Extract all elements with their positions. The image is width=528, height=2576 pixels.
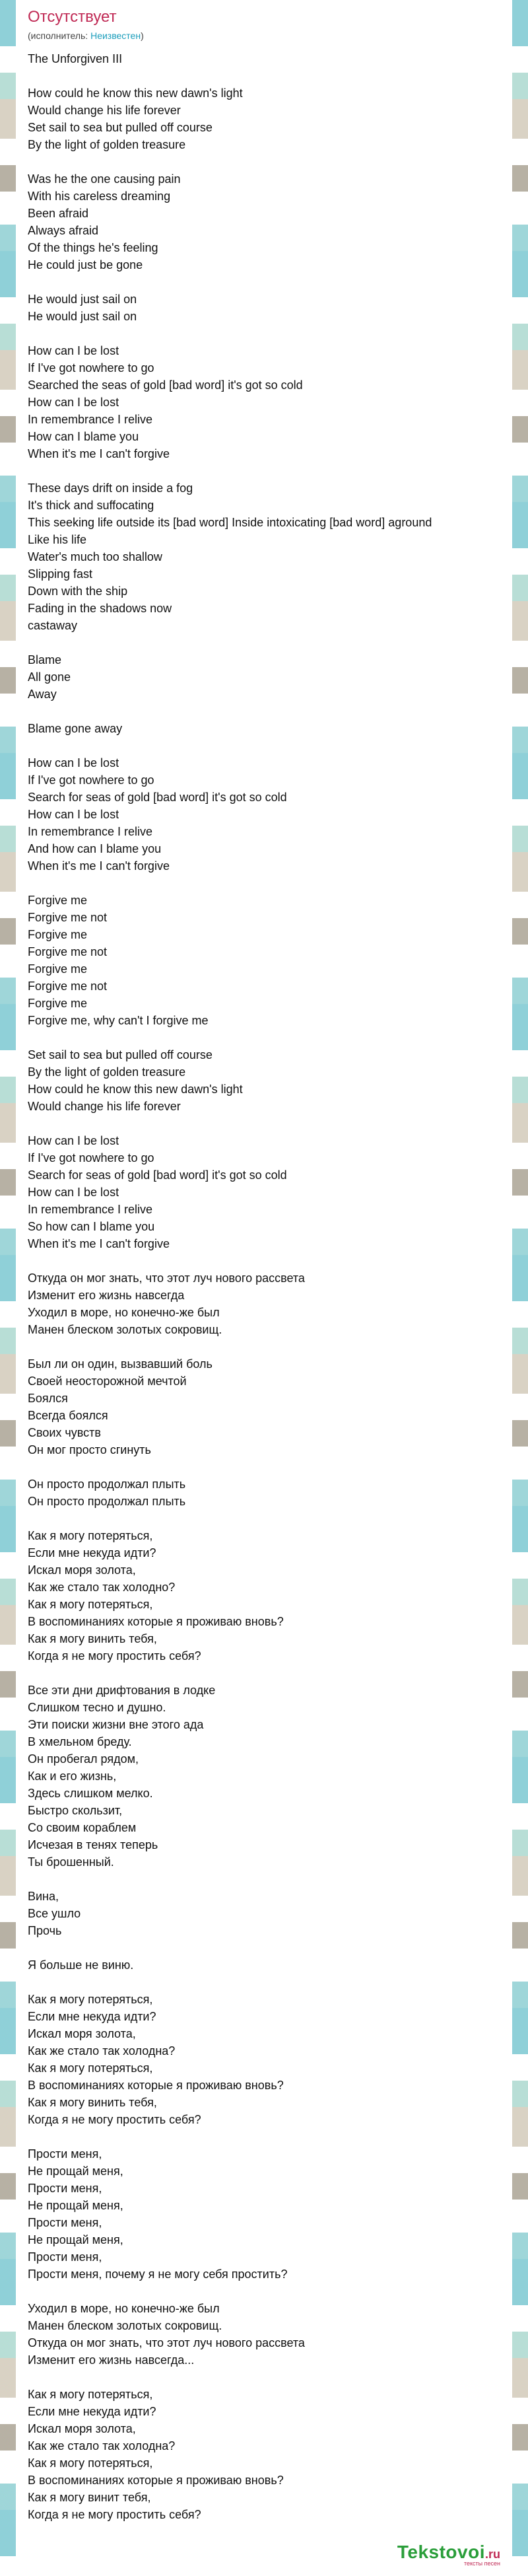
lyric-line: Прочь xyxy=(28,1924,62,1937)
lyric-line: Set sail to sea but pulled off course xyxy=(28,121,213,134)
lyric-line: Если мне некуда идти? xyxy=(28,2405,156,2418)
lyric-line: Forgive me xyxy=(28,894,88,907)
lyric-line: When it's me I can't forgive xyxy=(28,859,170,873)
lyric-line: Search for seas of gold [bad word] it's got so cold xyxy=(28,1168,287,1182)
lyric-line: Был ли он один, вызвавший боль xyxy=(28,1357,213,1371)
lyric-line: Как я могу потеряться, xyxy=(28,1993,153,2006)
lyric-line: В воспоминаниях которые я проживаю вновь? xyxy=(28,2474,284,2487)
lyric-line: Не прощай меня, xyxy=(28,2233,123,2246)
lyric-line: Forgive me not xyxy=(28,945,108,958)
lyric-line: Боялся xyxy=(28,1392,68,1405)
stanza-break xyxy=(28,1974,500,1991)
stanza-break xyxy=(28,2128,500,2145)
lyric-line: Я больше не виню. xyxy=(28,1958,134,1972)
lyric-line: Как я могу потеряться, xyxy=(28,2061,153,2075)
lyric-line: Как я могу винить тебя, xyxy=(28,1632,157,1645)
stanza-break xyxy=(28,273,500,291)
lyric-line: Он просто продолжал плыть xyxy=(28,1478,186,1491)
lyric-line: How can I be lost xyxy=(28,396,119,409)
lyric-line: By the light of golden treasure xyxy=(28,138,186,151)
lyric-line: Set sail to sea but pulled off course xyxy=(28,1048,213,1061)
lyric-line: Down with the ship xyxy=(28,585,128,598)
lyric-line: castaway xyxy=(28,619,78,632)
lyric-line: Не прощай меня, xyxy=(28,2199,123,2212)
stanza-break xyxy=(28,1871,500,1888)
stanza-break xyxy=(28,1338,500,1355)
lyric-line: Как я могу потеряться, xyxy=(28,2388,153,2401)
lyric-line: How can I be lost xyxy=(28,756,119,769)
logo-tld-text: .ru xyxy=(484,2548,500,2561)
lyric-line: Away xyxy=(28,688,57,701)
lyric-line: Всегда боялся xyxy=(28,1409,108,1422)
lyric-line: Искал моря золота, xyxy=(28,1563,136,1577)
stanza-break xyxy=(28,153,500,170)
lyric-line: Как я могу потеряться, xyxy=(28,2456,153,2470)
lyric-line: It's thick and suffocating xyxy=(28,499,154,512)
lyric-line: Как же стало так холодно? xyxy=(28,1581,176,1594)
lyric-line: Он просто продолжал плыть xyxy=(28,1495,186,1508)
lyric-line: In remembrance I relive xyxy=(28,413,153,426)
lyric-line: Прости меня, xyxy=(28,2216,102,2229)
lyric-line: Blame gone away xyxy=(28,722,123,735)
lyric-line: Forgive me xyxy=(28,997,88,1010)
lyric-line: Как я могу потеряться, xyxy=(28,1529,153,1542)
lyric-line: Уходил в море, но конечно-же был xyxy=(28,2302,220,2315)
lyric-line: Манен блеском золотых сокровищ. xyxy=(28,2319,222,2332)
lyric-line: How can I be lost xyxy=(28,1134,119,1147)
lyric-line: Как я могу винит тебя, xyxy=(28,2491,151,2504)
stanza-break xyxy=(28,67,500,85)
lyric-line: Искал моря золота, xyxy=(28,2027,136,2040)
lyric-line: Как я могу винить тебя, xyxy=(28,2096,157,2109)
lyric-line: Water's much too shallow xyxy=(28,550,162,563)
lyric-line: Searched the seas of gold [bad word] it's got so cold xyxy=(28,378,303,392)
lyric-line: Здесь слишком мелко. xyxy=(28,1787,153,1800)
stanza-break xyxy=(28,1510,500,1527)
stanza-break xyxy=(28,737,500,754)
lyric-line: Forgive me not xyxy=(28,980,108,993)
site-logo[interactable] xyxy=(397,2542,500,2567)
lyric-line: Искал моря золота, xyxy=(28,2422,136,2435)
lyric-line: Would change his life forever xyxy=(28,1100,181,1113)
lyric-line: Изменит его жизнь навсегда... xyxy=(28,2353,195,2367)
lyric-line: В воспоминаниях которые я проживаю вновь? xyxy=(28,2079,284,2092)
stanza-break xyxy=(28,1939,500,1956)
artist-line xyxy=(28,30,500,41)
stanza-break xyxy=(28,1115,500,1132)
lyric-line: Slipping fast xyxy=(28,567,93,581)
lyric-line: Would change his life forever xyxy=(28,104,181,117)
lyric-line: Blame xyxy=(28,653,62,666)
lyric-line: How can I be lost xyxy=(28,1186,119,1199)
lyric-line: Все эти дни дрифтования в лодке xyxy=(28,1684,216,1697)
stanza-break xyxy=(28,2369,500,2386)
logo-main-text: Tekstovoi xyxy=(397,2542,485,2562)
lyric-line: In remembrance I relive xyxy=(28,825,153,838)
lyric-line: Как же стало так холодна? xyxy=(28,2044,176,2057)
lyric-line: Когда я не могу простить себя? xyxy=(28,1649,201,1663)
lyric-line: He would just sail on xyxy=(28,310,137,323)
lyric-line: Уходил в море, но конечно-же был xyxy=(28,1306,220,1319)
lyric-line: Своих чувств xyxy=(28,1426,101,1439)
lyric-line: So how can I blame you xyxy=(28,1220,155,1233)
lyric-line: Откуда он мог знать, что этот луч нового рассвета xyxy=(28,2336,305,2349)
lyric-line: Вина, xyxy=(28,1890,59,1903)
lyric-line: All gone xyxy=(28,670,71,684)
artist-prefix: (исполнитель: xyxy=(28,30,91,41)
lyric-line: How can I be lost xyxy=(28,808,119,821)
lyric-line: Быстро скользит, xyxy=(28,1804,123,1817)
lyric-line: Прости меня, xyxy=(28,2250,102,2264)
lyric-line: The Unforgiven III xyxy=(28,52,123,65)
lyric-line: Слишком тесно и душно. xyxy=(28,1701,166,1714)
lyric-line: Like his life xyxy=(28,533,87,546)
lyric-line: When it's me I can't forgive xyxy=(28,447,170,460)
lyric-line: Как я могу потеряться, xyxy=(28,1598,153,1611)
lyrics-text xyxy=(28,50,500,2523)
lyric-line: Он мог просто сгинуть xyxy=(28,1443,151,1456)
lyric-line: Always afraid xyxy=(28,224,99,237)
lyric-line: Прости меня, xyxy=(28,2147,102,2161)
artist-link[interactable]: Неизвестен xyxy=(90,30,141,41)
lyric-line: Исчезая в тенях теперь xyxy=(28,1838,158,1851)
lyric-line: How can I blame you xyxy=(28,430,139,443)
lyric-line: В воспоминаниях которые я проживаю вновь? xyxy=(28,1615,284,1628)
lyric-line: Не прощай меня, xyxy=(28,2165,123,2178)
lyric-line: Forgive me xyxy=(28,962,88,976)
lyric-line: Прости меня, почему я не могу себя простить? xyxy=(28,2268,288,2281)
lyric-line: In remembrance I relive xyxy=(28,1203,153,1216)
stanza-break xyxy=(28,875,500,892)
lyric-line: Forgive me xyxy=(28,928,88,941)
lyric-line: Если мне некуда идти? xyxy=(28,1546,156,1559)
lyric-line: If I've got nowhere to go xyxy=(28,361,154,375)
lyric-line: Been afraid xyxy=(28,207,89,220)
lyric-line: Все ушло xyxy=(28,1907,81,1920)
stanza-break xyxy=(28,1458,500,1476)
stanza-break xyxy=(28,2283,500,2300)
stanza-break xyxy=(28,462,500,480)
lyric-line: With his careless dreaming xyxy=(28,190,171,203)
lyric-line: Со своим кораблем xyxy=(28,1821,137,1834)
lyric-line: He would just sail on xyxy=(28,293,137,306)
lyric-line: Search for seas of gold [bad word] it's got so cold xyxy=(28,791,287,804)
stanza-break xyxy=(28,1029,500,1046)
lyric-line: If I've got nowhere to go xyxy=(28,1151,154,1164)
lyric-line: Своей неосторожной мечтой xyxy=(28,1375,187,1388)
lyric-line: If I've got nowhere to go xyxy=(28,773,154,787)
lyric-line: These days drift on inside a fog xyxy=(28,482,193,495)
song-title: Отсутствует xyxy=(28,8,117,26)
stanza-break xyxy=(28,325,500,342)
stanza-break xyxy=(28,634,500,651)
lyric-line: Манен блеском золотых сокровищ. xyxy=(28,1323,222,1336)
lyric-line: Ты брошенный. xyxy=(28,1855,114,1869)
stanza-break xyxy=(28,1252,500,1270)
lyric-line: Forgive me, why can't I forgive me xyxy=(28,1014,209,1027)
lyric-line: Прости меня, xyxy=(28,2182,102,2195)
lyric-line: Forgive me not xyxy=(28,911,108,924)
lyric-line: When it's me I can't forgive xyxy=(28,1237,170,1250)
lyrics-page xyxy=(16,0,512,2576)
lyric-line: Изменит его жизнь навсегда xyxy=(28,1289,185,1302)
artist-suffix: ) xyxy=(141,30,144,41)
lyric-line: Was he the one causing pain xyxy=(28,172,181,186)
lyric-line: Он пробегал рядом, xyxy=(28,1752,139,1766)
logo-tagline: тексты песен xyxy=(463,2560,500,2567)
lyric-line: How can I be lost xyxy=(28,344,119,357)
lyric-line: And how can I blame you xyxy=(28,842,162,855)
stanza-break xyxy=(28,1664,500,1682)
lyric-line: By the light of golden treasure xyxy=(28,1065,186,1079)
lyric-line: Of the things he's feeling xyxy=(28,241,158,254)
lyric-line: This seeking life outside its [bad word] Inside intoxicating [bad word] aground xyxy=(28,516,432,529)
lyric-line: Когда я не могу простить себя? xyxy=(28,2113,201,2126)
lyric-line: Fading in the shadows now xyxy=(28,602,172,615)
lyric-line: Если мне некуда идти? xyxy=(28,2010,156,2023)
lyric-line: Как и его жизнь, xyxy=(28,1770,117,1783)
lyric-line: Когда я не могу простить себя? xyxy=(28,2508,201,2521)
lyric-line: Эти поиски жизни вне этого ада xyxy=(28,1718,204,1731)
lyric-line: В хмельном бреду. xyxy=(28,1735,132,1748)
lyric-line: How could he know this new dawn's light xyxy=(28,1083,243,1096)
lyric-line: Как же стало так холодна? xyxy=(28,2439,176,2452)
lyric-line: How could he know this new dawn's light xyxy=(28,87,243,100)
lyric-line: He could just be gone xyxy=(28,258,143,271)
lyric-line: Откуда он мог знать, что этот луч нового рассвета xyxy=(28,1271,305,1285)
stanza-break xyxy=(28,703,500,720)
